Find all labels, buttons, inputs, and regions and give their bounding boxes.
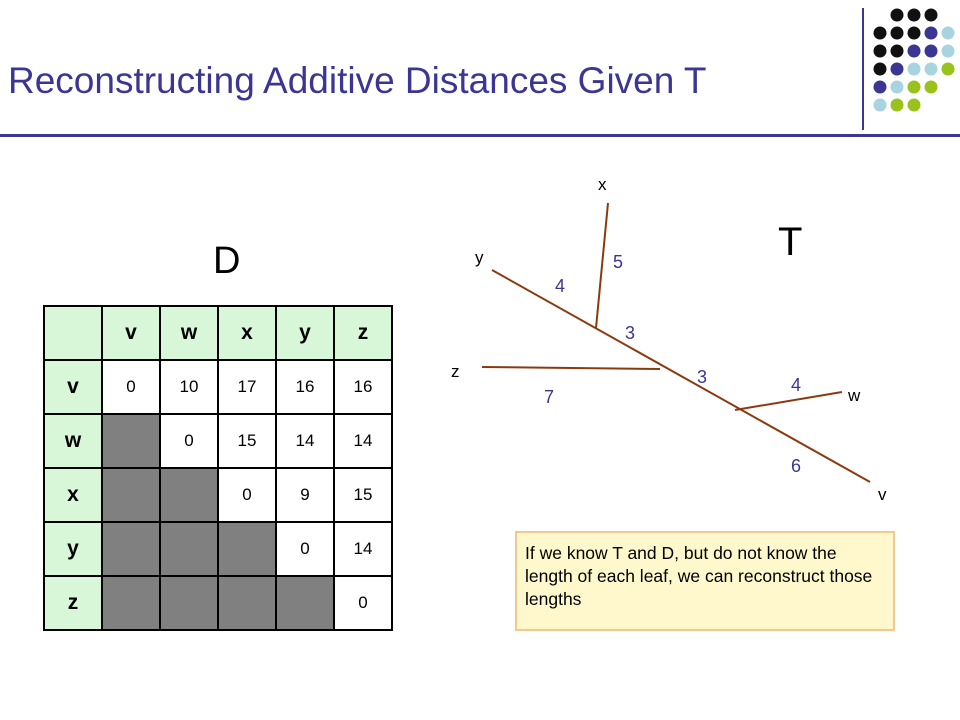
matrix-cell: 10 [160,360,218,414]
leaf-label-y: y [475,248,484,267]
matrix-label: D [213,240,241,282]
matrix-row-header: y [44,522,102,576]
edge-length-inner2: 3 [697,367,708,387]
matrix-row-header: x [44,468,102,522]
matrix-cell: 0 [102,360,160,414]
matrix-cell: 0 [160,414,218,468]
matrix-cell: 0 [218,468,276,522]
matrix-col-header: y [276,306,334,360]
matrix-col-header: v [102,306,160,360]
matrix-cell: 15 [218,414,276,468]
matrix-cell: 14 [276,414,334,468]
matrix-cell: 15 [334,468,392,522]
tree-backbone-edge [492,270,870,482]
matrix-cell: 0 [276,522,334,576]
matrix-cell: 14 [334,522,392,576]
matrix-cell: 0 [334,576,392,630]
edge-length-w: 4 [791,375,802,395]
edge-length-v: 6 [791,456,802,476]
edge-length-y: 4 [555,276,566,296]
leaf-label-x: x [598,175,607,194]
tree-edge-w [735,392,842,410]
edge-length-x: 5 [613,252,624,272]
tree-edge-z [482,367,660,369]
matrix-row-header: z [44,576,102,630]
edge-length-z: 7 [544,387,555,407]
matrix-cell: 17 [218,360,276,414]
tree-edge-x [596,203,608,328]
leaf-label-v: v [878,485,887,504]
matrix-cell: 9 [276,468,334,522]
matrix-cell: 16 [334,360,392,414]
matrix-col-header: z [334,306,392,360]
leaf-label-z: z [451,362,460,381]
matrix-col-header: x [218,306,276,360]
matrix-cell: 14 [334,414,392,468]
edge-length-inner1: 3 [625,323,636,343]
matrix-cell: 16 [276,360,334,414]
matrix-col-header: w [160,306,218,360]
tree-label: T [778,220,803,264]
matrix-row-header: v [44,360,102,414]
leaf-label-w: w [848,386,861,405]
matrix-row-header: w [44,414,102,468]
note-box: If we know T and D, but do not know the length of each leaf, we can reconstruct those lengths [515,531,895,631]
page-title: Reconstructing Additive Distances Given T [8,60,707,101]
